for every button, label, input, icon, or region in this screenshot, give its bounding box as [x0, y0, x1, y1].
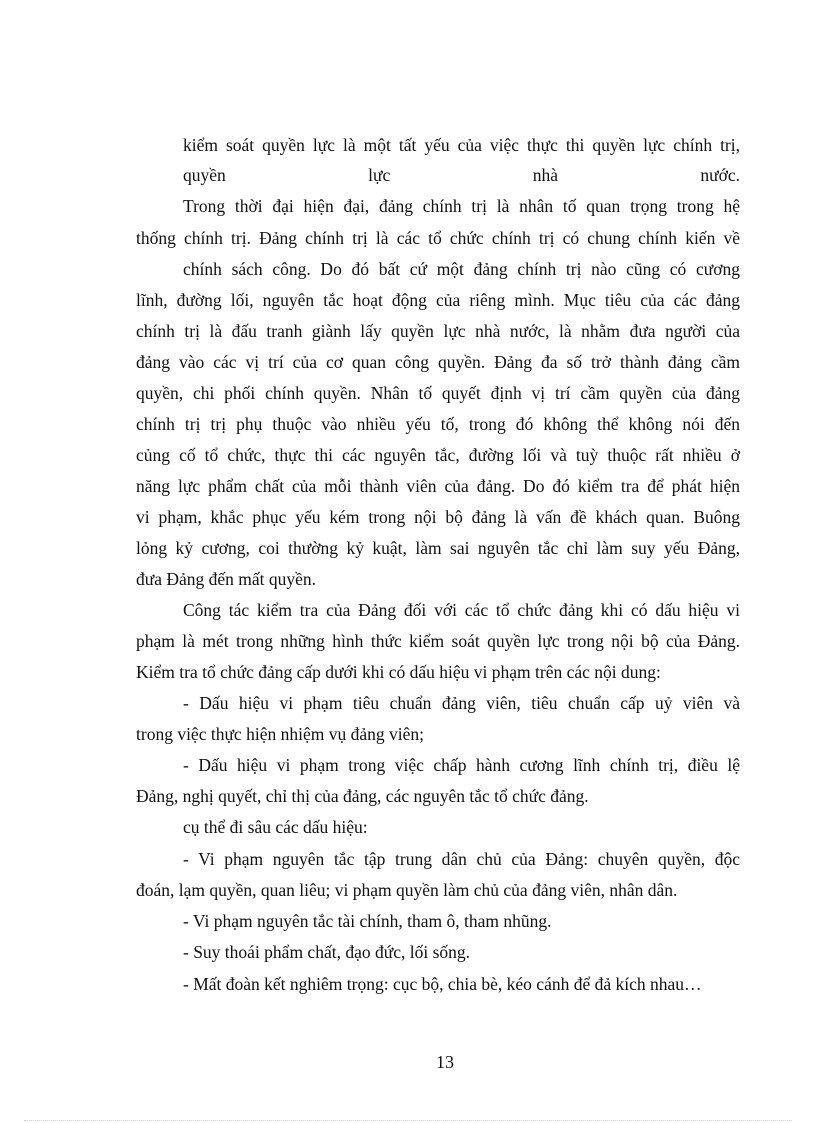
text-line-28: - Mất đoàn kết nghiêm trọng: cục bộ, chia bè, kéo cánh để đả kích nhau… — [183, 974, 702, 994]
text-line-10: chính trị trị phụ thuộc vào nhiều yếu tố, trong đó không thể không nói đến — [136, 414, 740, 434]
text-line-21: - Dấu hiệu vi phạm trong việc chấp hành cương lĩnh chính trị, điều lệ — [183, 755, 740, 775]
text-line-5: chính sách công. Do đó bất cứ một đảng chính trị nào cũng có cương — [183, 259, 740, 279]
page-bottom-divider — [24, 1120, 792, 1121]
text-line-8: đảng vào các vị trí của cơ quan công quyền. Đảng đa số trở thành đảng cầm — [136, 352, 740, 372]
text-line-16: Công tác kiểm tra của Đảng đối với các tổ chức đảng khi có dấu hiệu vi — [183, 600, 740, 620]
text-line-23: cụ thể đi sâu các dấu hiệu: — [183, 817, 368, 837]
text-line-24: - Vi phạm nguyên tắc tập trung dân chủ của Đảng: chuyên quyền, độc — [183, 849, 740, 869]
page-number: 13 — [436, 1052, 454, 1072]
text-line-18: Kiểm tra tổ chức đảng cấp dưới khi có dấu hiệu vi phạm trên các nội dung: — [136, 662, 661, 682]
text-line-11: củng cố tổ chức, thực thi các nguyên tắc, đường lối và tuỳ thuộc rất nhiều ở — [136, 445, 740, 465]
text-line-26: - Vi phạm nguyên tắc tài chính, tham ô, tham nhũng. — [183, 911, 552, 931]
text-line-13: vi phạm, khắc phục yếu kém trong nội bộ đảng là vấn đề khách quan. Buông — [136, 507, 740, 527]
text-line-20: trong việc thực hiện nhiệm vụ đảng viên; — [136, 724, 424, 744]
text-line-2: quyền lực nhà nước. — [183, 165, 740, 185]
text-line-15: đưa Đảng đến mất quyền. — [136, 569, 317, 589]
text-line-17: phạm là mét trong những hình thức kiểm soát quyền lực trong nội bộ của Đảng. — [136, 631, 740, 651]
text-line-27: - Suy thoái phẩm chất, đạo đức, lối sống. — [183, 942, 471, 962]
text-line-9: quyền, chi phối chính quyền. Nhân tố quyết định vị trí cầm quyền của đảng — [136, 383, 740, 403]
text-line-22: Đảng, nghị quyết, chỉ thị của đảng, các nguyên tắc tổ chức đảng. — [136, 786, 589, 806]
text-line-25: đoán, lạm quyền, quan liêu; vi phạm quyền làm chủ của đảng viên, nhân dân. — [136, 880, 678, 900]
text-line-7: chính trị là đấu tranh giành lấy quyền lực nhà nước, là nhằm đưa người của — [136, 321, 740, 341]
text-line-14: lỏng kỷ cương, coi thường kỷ kuật, làm sai nguyên tắc chỉ làm suy yếu Đảng, — [136, 538, 740, 558]
text-line-3: Trong thời đại hiện đại, đảng chính trị là nhân tố quan trọng trong hệ — [183, 196, 740, 216]
text-line-1: kiểm soát quyền lực là một tất yếu của việc thực thi quyền lực chính trị, — [183, 135, 740, 155]
text-line-19: - Dấu hiệu vi phạm tiêu chuẩn đảng viên, tiêu chuẩn cấp uỷ viên và — [183, 693, 740, 713]
text-line-12: năng lực phẩm chất của mỗi thành viên của đảng. Do đó kiểm tra để phát hiện — [136, 476, 740, 496]
text-line-6: lĩnh, đường lối, nguyên tắc hoạt động của riêng mình. Mục tiêu của các đảng — [136, 290, 740, 310]
text-line-4: thống chính trị. Đảng chính trị là các tổ chức chính trị có chung chính kiến về — [136, 228, 740, 248]
